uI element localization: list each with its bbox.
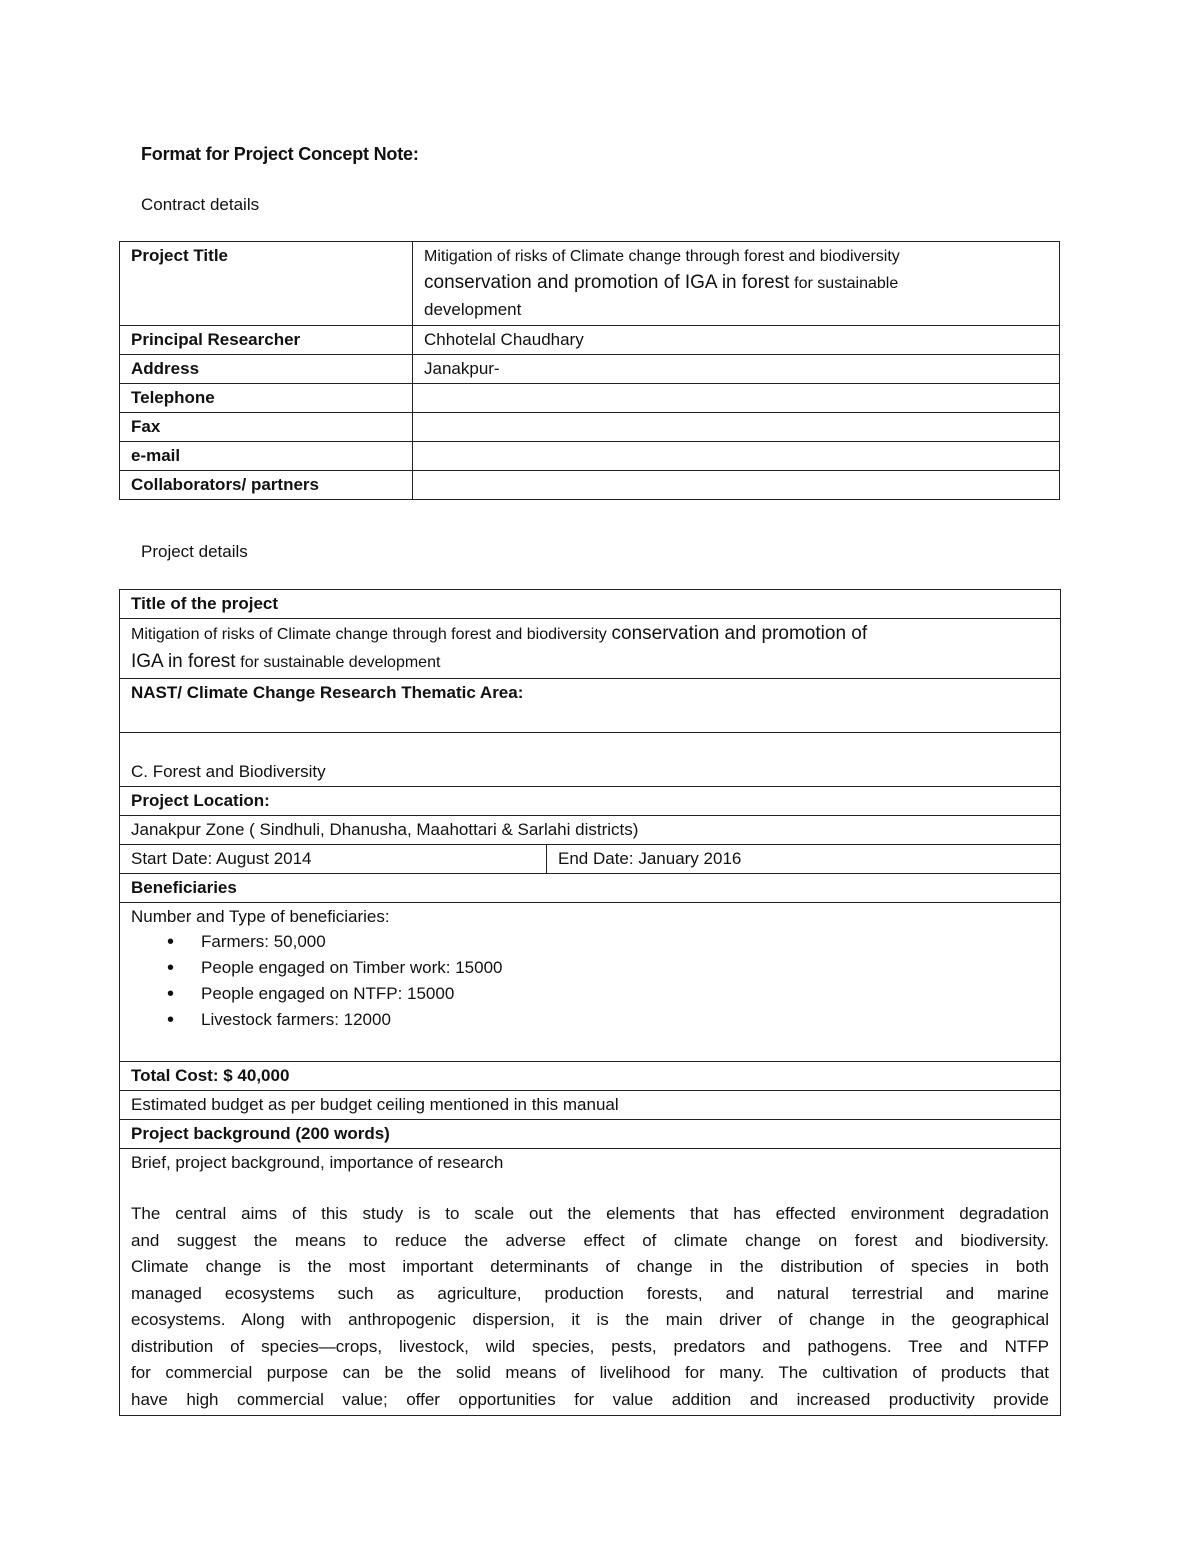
- background-line: The central aims of this study is to scale out the elements that has effected environment degradation: [131, 1204, 1050, 1223]
- list-item: • People engaged on Timber work: 15000: [201, 955, 1049, 981]
- table-row: [120, 845, 1061, 874]
- project-title-text-2: conservation and promotion of IGA in forest: [424, 272, 790, 293]
- collaborators-value: [413, 471, 1060, 500]
- collaborators-label: Collaborators/ partners: [120, 471, 413, 500]
- telephone-label: Telephone: [120, 384, 413, 413]
- table-row: [120, 1149, 1061, 1416]
- table-row: [120, 619, 1061, 679]
- table-row: [120, 1091, 1061, 1120]
- address-value: Janakpur-: [413, 355, 1060, 384]
- principal-researcher-value: Chhotelal Chaudhary: [413, 326, 1060, 355]
- total-cost-note: Estimated budget as per budget ceiling mentioned in this manual: [120, 1091, 1061, 1120]
- table-row: [120, 242, 1060, 326]
- list-item: • Livestock farmers: 12000: [201, 1007, 1049, 1033]
- telephone-value: [413, 384, 1060, 413]
- total-cost-label: Total Cost: $ 40,000: [120, 1062, 1061, 1091]
- project-background-label: Project background (200 words): [120, 1120, 1061, 1149]
- title-text-4: for sustainable development: [240, 654, 441, 671]
- background-line: have high commercial value; offer opportunities for value addition and increased productivity provide: [131, 1389, 1050, 1409]
- project-details-table: [119, 589, 1061, 1416]
- title-of-project-value: [120, 619, 1061, 679]
- table-row: [120, 384, 1060, 413]
- background-line: and suggest the means to reduce the adverse effect of climate change on forest and biodiversity.: [131, 1230, 1050, 1250]
- table-row: [120, 590, 1061, 619]
- project-location-value: Janakpur Zone ( Sindhuli, Dhanusha, Maahottari & Sarlahi districts): [120, 816, 1061, 845]
- project-location-label: Project Location:: [120, 787, 1061, 816]
- background-line: managed ecosystems such as agriculture, production forests, and natural terrestrial and marine: [131, 1283, 1050, 1303]
- table-row: [120, 816, 1061, 845]
- contract-section-label: Contract details: [141, 195, 260, 214]
- table-row: [120, 1120, 1061, 1149]
- beneficiaries-label: Beneficiaries: [120, 874, 1061, 903]
- title-text-3: IGA in forest: [131, 651, 236, 672]
- end-date: End Date: January 2016: [547, 845, 1061, 874]
- thematic-area-label: NAST/ Climate Change Research Thematic Area:: [120, 679, 1061, 733]
- table-row: [120, 903, 1061, 1062]
- table-row: [120, 787, 1061, 816]
- start-date: Start Date: August 2014: [120, 845, 547, 874]
- background-line: for commercial purpose can be the solid means of livelihood for many. The cultivation of products that: [131, 1363, 1050, 1382]
- project-title-label: Project Title: [120, 242, 413, 326]
- title-text-1: Mitigation of risks of Climate change through forest and biodiversity: [131, 626, 607, 643]
- beneficiaries-content: [120, 903, 1061, 1062]
- background-line: Climate change is the most important determinants of change in the distribution of species in both: [131, 1257, 1050, 1276]
- fax-value: [413, 413, 1060, 442]
- contract-details-table: [119, 241, 1060, 500]
- table-row: [120, 355, 1060, 384]
- table-row: [120, 733, 1061, 787]
- list-item: • People engaged on NTFP: 15000: [201, 981, 1049, 1007]
- background-line: distribution of species—crops, livestock, wild species, pests, predators and pathogens. Tree and NTFP: [131, 1336, 1050, 1356]
- table-row: [120, 413, 1060, 442]
- beneficiaries-list: [131, 929, 1049, 1033]
- table-row: [120, 471, 1060, 500]
- title-text-2: conservation and promotion of: [611, 623, 868, 644]
- table-row: [120, 679, 1061, 733]
- project-background-content: [120, 1149, 1061, 1416]
- table-row: [120, 874, 1061, 903]
- fax-label: Fax: [120, 413, 413, 442]
- project-title-text-1: Mitigation of risks of Climate change through forest and biodiversity: [424, 248, 900, 265]
- project-title-text-3: for sustainable: [794, 275, 899, 292]
- thematic-area-value: C. Forest and Biodiversity: [120, 733, 1061, 787]
- project-title-text-4: development: [424, 300, 522, 319]
- project-section-label: Project details: [141, 542, 248, 561]
- title-of-project-label: Title of the project: [120, 590, 1061, 619]
- beneficiaries-intro: Number and Type of beneficiaries:: [131, 907, 390, 926]
- table-row: [120, 326, 1060, 355]
- principal-researcher-label: Principal Researcher: [120, 326, 413, 355]
- list-item: • Farmers: 50,000: [201, 929, 1049, 955]
- email-label: e-mail: [120, 442, 413, 471]
- project-title-value: [413, 242, 1060, 326]
- background-intro: Brief, project background, importance of research: [131, 1153, 504, 1172]
- email-value: [413, 442, 1060, 471]
- background-line: ecosystems. Along with anthropogenic dispersion, it is the main driver of change in the geographical: [131, 1310, 1050, 1329]
- table-row: [120, 1062, 1061, 1091]
- table-row: [120, 442, 1060, 471]
- page-title: Format for Project Concept Note:: [141, 144, 419, 164]
- address-label: Address: [120, 355, 413, 384]
